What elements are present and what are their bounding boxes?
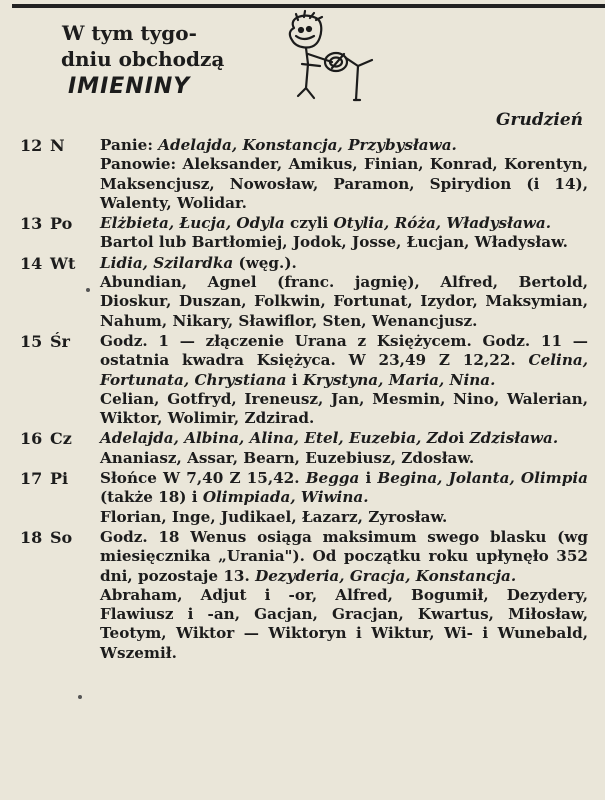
day-label xyxy=(20,469,100,527)
weekday: Wt xyxy=(50,253,76,273)
names-text: Abraham, Adjut i -or, Alfred, Bogumił, Dezydery, Flawiusz i -an, Gacjan, Gracjan, Kwartus, Miłosław, Teotym, Wiktor — Wiktoryn i Wiktur, Wi- i Wunebald, Wszemił. xyxy=(100,585,588,662)
names-text: Ananiasz, Assar, Bearn, Euzebiusz, Zdosław. xyxy=(100,448,475,467)
entry-text xyxy=(100,332,588,428)
entry-paragraph xyxy=(100,429,588,448)
names-text: i xyxy=(359,469,378,488)
entry-text xyxy=(100,254,588,331)
day-label xyxy=(20,214,100,253)
day-number: 13 xyxy=(20,214,43,234)
female-names: Elżbieta, Łucja, Odyla xyxy=(100,214,285,233)
entry-paragraph xyxy=(100,390,588,429)
entry-paragraph xyxy=(100,136,588,155)
female-names: Otylia, Róża, Władysława. xyxy=(333,214,551,233)
entry-paragraph xyxy=(100,233,588,252)
names-text: Panowie: Aleksander, Amikus, Finian, Konrad, Korentyn, Maksencjusz, Nowosław, Paramon, Spirydion (i 14), Walenty, Wolidar. xyxy=(100,155,588,212)
day-entry xyxy=(20,254,588,331)
print-speck xyxy=(86,288,90,292)
day-list xyxy=(20,136,588,664)
day-entry xyxy=(20,528,588,663)
names-text: i xyxy=(286,370,303,389)
weekday: N xyxy=(50,136,65,155)
names-text: Abundian, Agnel (franc. jagnię), Alfred, Bertold, Dioskur, Duszan, Folkwin, Fortunat, Izydor, Maksymian, Nahum, Nikary, Sławiflor, Sten, Wenancjusz. xyxy=(100,273,588,330)
female-names: Lidia, Szilardka xyxy=(100,253,234,272)
entry-paragraph xyxy=(100,214,588,233)
names-text: i xyxy=(458,429,470,448)
day-number: 16 xyxy=(20,429,43,449)
day-number: 17 xyxy=(20,469,43,489)
day-label xyxy=(20,332,100,428)
entry-paragraph xyxy=(100,449,588,468)
entry-paragraph xyxy=(100,528,588,586)
entry-text xyxy=(100,528,588,663)
weekday: Po xyxy=(50,214,73,234)
weekday: Cz xyxy=(50,429,72,449)
month-label: Grudzień xyxy=(495,110,583,130)
female-names: Begga xyxy=(305,469,360,488)
column-heading xyxy=(60,20,260,99)
day-label xyxy=(20,429,100,468)
entry-text xyxy=(100,214,588,253)
day-number: 18 xyxy=(20,527,43,547)
female-names: Begina, Jolanta, Olimpia xyxy=(377,469,588,488)
female-names: Adelajda, Albina, Alina, Etel, Euzebia, Zdo xyxy=(100,429,459,448)
female-names: Olimpiada, Wiwina. xyxy=(202,488,369,507)
weekday: So xyxy=(50,527,73,547)
heading-brand: IMIENINY xyxy=(68,74,191,99)
heading-line-2: dniu obchodzą xyxy=(61,47,225,71)
day-entry xyxy=(20,469,588,527)
entry-text xyxy=(100,469,588,527)
astronomy-note: Godz. 18 Wenus osiąga maksimum swego blasku (wg miesięcznika „Urania"). Od początku roku upłynęło 352 dni, pozostaje 13. xyxy=(100,527,588,585)
astronomy-note: Słońce W 7,40 Z 15,42. xyxy=(100,469,306,488)
names-text: (węg.). xyxy=(233,253,297,272)
names-text: Panie: xyxy=(100,136,159,154)
day-entry xyxy=(20,332,588,428)
mascot-illustration xyxy=(276,8,376,108)
names-text: Florian, Inge, Judikael, Łazarz, Zyrosław. xyxy=(100,507,448,526)
entry-text xyxy=(100,429,588,468)
female-names: Zdzisława. xyxy=(469,429,559,448)
day-label xyxy=(20,254,100,331)
day-entry xyxy=(20,429,588,468)
astronomy-note: Godz. 1 — złączenie Urana z Księżycem. Godz. 11 — ostatnia kwadra Księżyca. W 23,49 Z 12,22. xyxy=(100,331,588,370)
weekday: Śr xyxy=(50,331,70,351)
day-label xyxy=(20,528,100,663)
day-entry xyxy=(20,136,588,213)
entry-paragraph xyxy=(100,155,588,213)
entry-paragraph xyxy=(100,469,588,508)
entry-paragraph xyxy=(100,508,588,527)
weekday: Pi xyxy=(50,469,69,489)
names-text: (także 18) i xyxy=(100,488,203,507)
female-names: Adelajda, Konstancja, Przybysława. xyxy=(158,136,457,154)
female-names: Celina, Fortunata, Chrystiana xyxy=(100,351,588,389)
entry-paragraph xyxy=(100,586,588,663)
female-names: Krystyna, Maria, Nina. xyxy=(302,370,496,389)
entry-text xyxy=(100,136,588,213)
entry-paragraph xyxy=(100,332,588,390)
heading-line-1: W tym tygo- xyxy=(62,21,197,45)
entry-paragraph xyxy=(100,254,588,273)
print-speck xyxy=(78,695,82,699)
names-text: Celian, Gotfryd, Ireneusz, Jan, Mesmin, Nino, Walerian, Wiktor, Wolimir, Zdzirad. xyxy=(100,389,588,428)
names-text: czyli xyxy=(284,214,334,233)
day-number: 14 xyxy=(20,253,43,273)
day-entry xyxy=(20,214,588,253)
day-number: 12 xyxy=(20,136,43,155)
entry-paragraph xyxy=(100,273,588,331)
day-label xyxy=(20,136,100,213)
day-number: 15 xyxy=(20,331,43,351)
female-names: Dezyderia, Gracja, Konstancja. xyxy=(255,566,517,585)
names-text: Bartol lub Bartłomiej, Jodok, Josse, Łucjan, Władysław. xyxy=(100,233,568,252)
